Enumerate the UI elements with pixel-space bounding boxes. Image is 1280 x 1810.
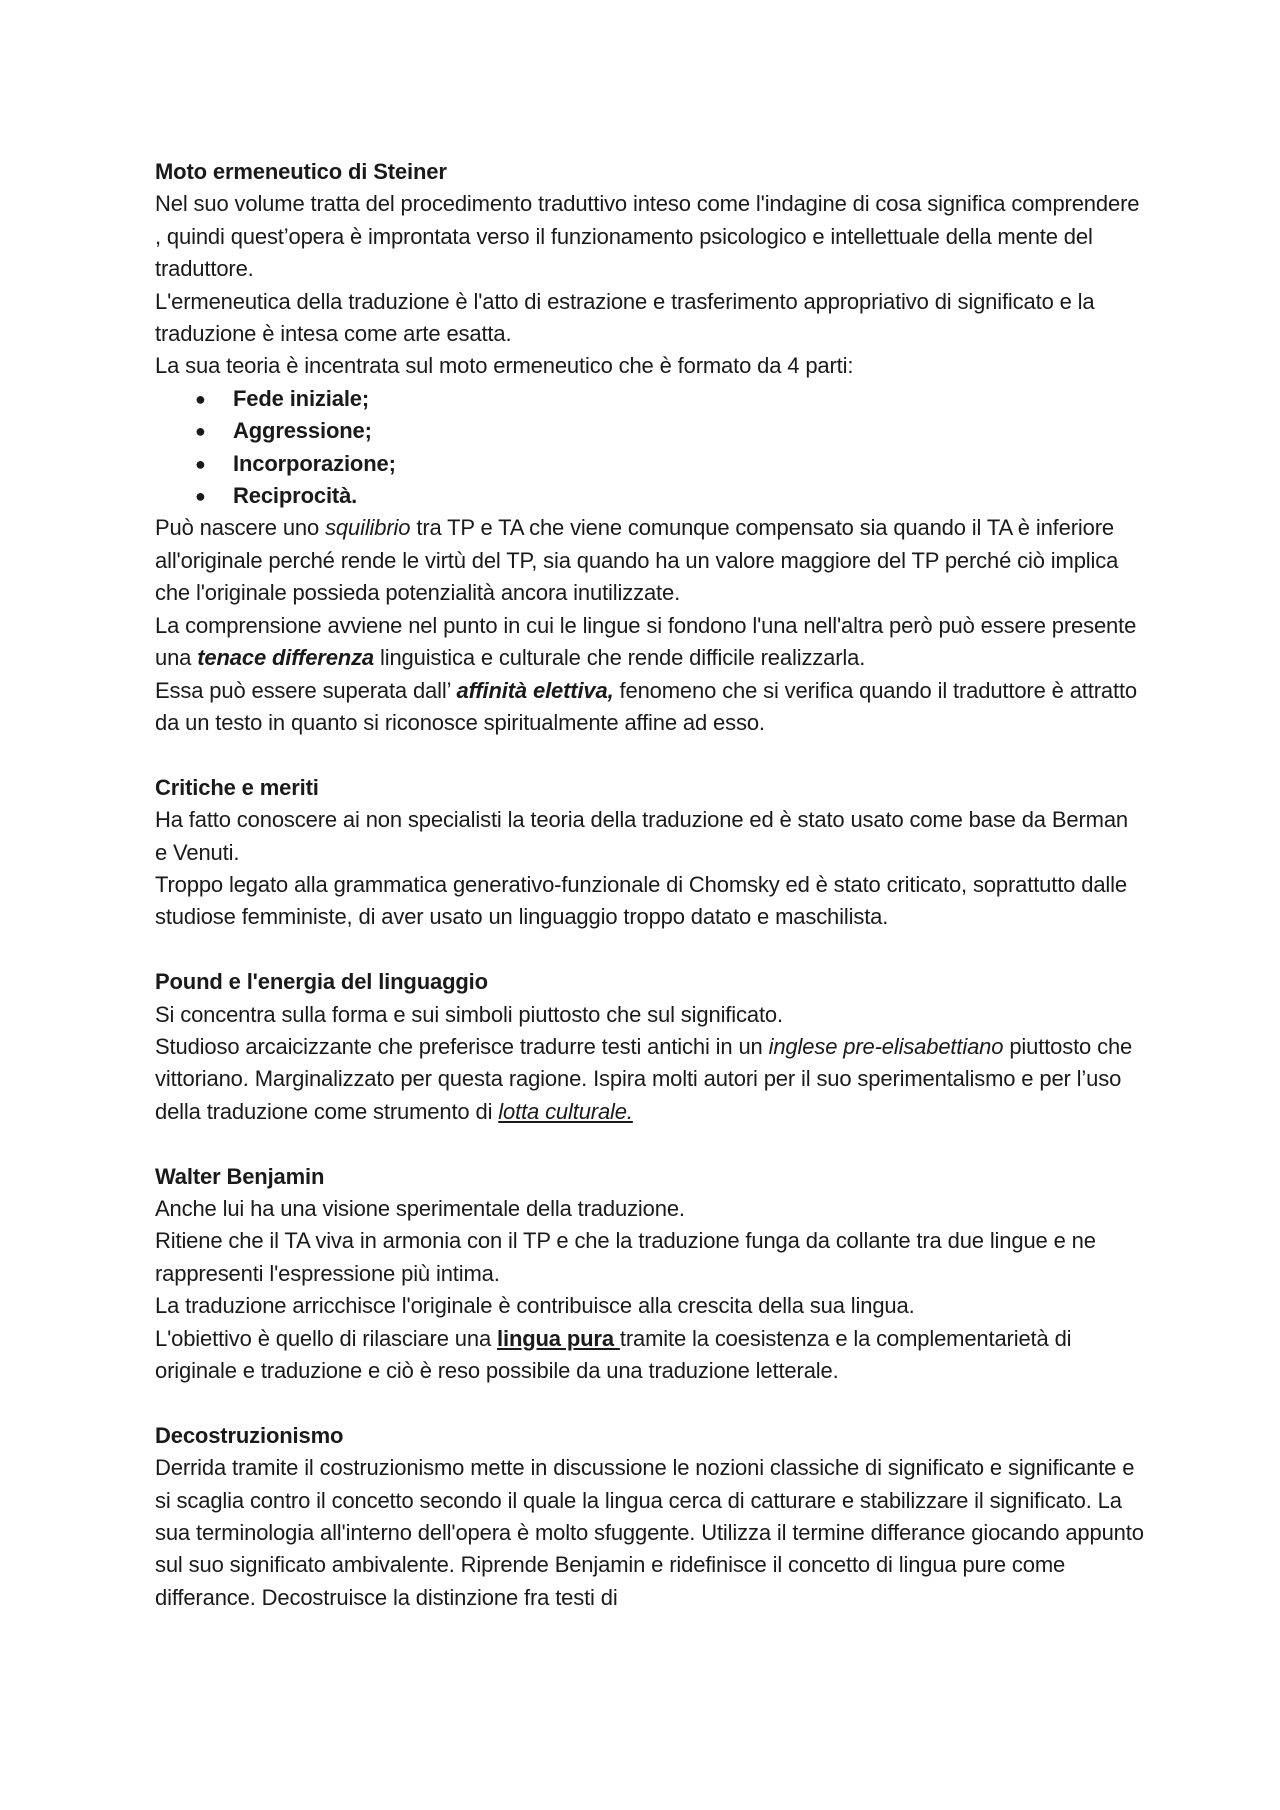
section-pound xyxy=(155,966,1145,1128)
section-steiner xyxy=(155,156,1145,739)
emphasis: inglese pre-elisabettiano xyxy=(768,1033,1004,1059)
paragraph: Ritiene che il TA viva in armonia con il TP e che la traduzione funga da collante tra due lingue e ne rappresenti l'espressione più intima. xyxy=(155,1228,1096,1286)
bullet-icon: ● xyxy=(195,388,206,409)
paragraph: La sua teoria è incentrata sul moto ermeneutico che è formato da 4 parti: xyxy=(155,353,854,379)
paragraph: Derrida tramite il costruzionismo mette in discussione le nozioni classiche di significato e significante e si scaglia contro il concetto secondo il quale la lingua cerca di catturare e stabilizzare il significato. La sua terminologia all'interno dell'opera è molto sfuggente. Utilizza il termine differance giocando appunto sul suo significato ambivalente. Riprende Benjamin e ridefinisce il concetto di lingua pure come differance. Decostruisce la distinzione fra testi di xyxy=(155,1455,1144,1610)
section-heading: Critiche e meriti xyxy=(155,774,319,800)
paragraph: Si concentra sulla forma e sui simboli piuttosto che sul significato. xyxy=(155,1001,783,1027)
section-benjamin xyxy=(155,1161,1145,1388)
paragraph: Nel suo volume tratta del procedimento traduttivo inteso come l'indagine di cosa significa comprendere , quindi quest’opera è improntata verso il funzionamento psicologico e intellettuale della mente del traduttore. xyxy=(155,191,1140,282)
list-item: ● Reciprocità. xyxy=(155,480,1145,512)
section-decostruzionismo xyxy=(155,1420,1145,1614)
paragraph: Essa può essere superata dall’ affinità elettiva, fenomeno che si verifica quando il traduttore è attratto da un testo in quanto si riconosce spiritualmente affine ad esso. xyxy=(155,677,1137,735)
section-critiche xyxy=(155,772,1145,934)
paragraph: La comprensione avviene nel punto in cui le lingue si fondono l'una nell'altra però può essere presente una tenace differenza linguistica e culturale che rende difficile realizzarla. xyxy=(155,612,1137,671)
section-heading: Walter Benjamin xyxy=(155,1163,325,1189)
paragraph: Può nascere uno squilibrio tra TP e TA che viene comunque compensato sia quando il TA è inferiore all'originale perché rende le virtù del TP, sia quando ha un valore maggiore del TP perché ciò implica che l'originale possieda potenzialità ancora inutilizzate. xyxy=(155,515,1119,606)
paragraph: L'obiettivo è quello di rilasciare una lingua pura tramite la coesistenza e la complementarietà di originale e traduzione e ciò è reso possibile da una traduzione letterale. xyxy=(155,1325,1072,1383)
paragraph: Ha fatto conoscere ai non specialisti la teoria della traduzione ed è stato usato come base da Berman e Venuti. xyxy=(155,807,1128,865)
paragraph: L'ermeneutica della traduzione è l'atto di estrazione e trasferimento appropriativo di significato e la traduzione è intesa come arte esatta. xyxy=(155,288,1095,347)
section-heading: Decostruzionismo xyxy=(155,1422,344,1448)
bullet-icon: ● xyxy=(195,453,206,474)
paragraph: La traduzione arricchisce l'originale è contribuisce alla crescita della sua lingua. xyxy=(155,1293,915,1319)
list-item: ● Fede iniziale; xyxy=(155,383,1145,415)
paragraph: Studioso arcaicizzante che preferisce tradurre testi antichi in un inglese pre-elisabettiano piuttosto che vittoriano. Marginalizzato per questa ragione. Ispira molti autori per il suo sperimentalismo e per l’uso della traduzione come strumento di lotta culturale. xyxy=(155,1033,1133,1124)
list-item: ● Incorporazione; xyxy=(155,448,1145,480)
bullet-icon: ● xyxy=(195,486,206,507)
emphasis: affinità elettiva, xyxy=(456,677,614,703)
paragraph: Troppo legato alla grammatica generativo-funzionale di Chomsky ed è stato criticato, soprattutto dalle studiose femministe, di aver usato un linguaggio troppo datato e maschilista. xyxy=(155,871,1127,930)
section-heading: Pound e l'energia del linguaggio xyxy=(155,969,488,995)
emphasis: squilibrio xyxy=(325,515,411,541)
paragraph: Anche lui ha una visione sperimentale della traduzione. xyxy=(155,1195,685,1221)
document-body xyxy=(155,156,1145,1614)
section-heading: Moto ermeneutico di Steiner xyxy=(155,159,447,184)
underlined-term: lingua pura xyxy=(497,1325,620,1351)
emphasis: tenace differenza xyxy=(197,645,374,671)
list-item: ● Aggressione; xyxy=(155,415,1145,447)
bullet-icon: ● xyxy=(195,421,206,442)
underlined-term: lotta culturale. xyxy=(498,1098,633,1124)
bullet-list xyxy=(155,383,1145,513)
